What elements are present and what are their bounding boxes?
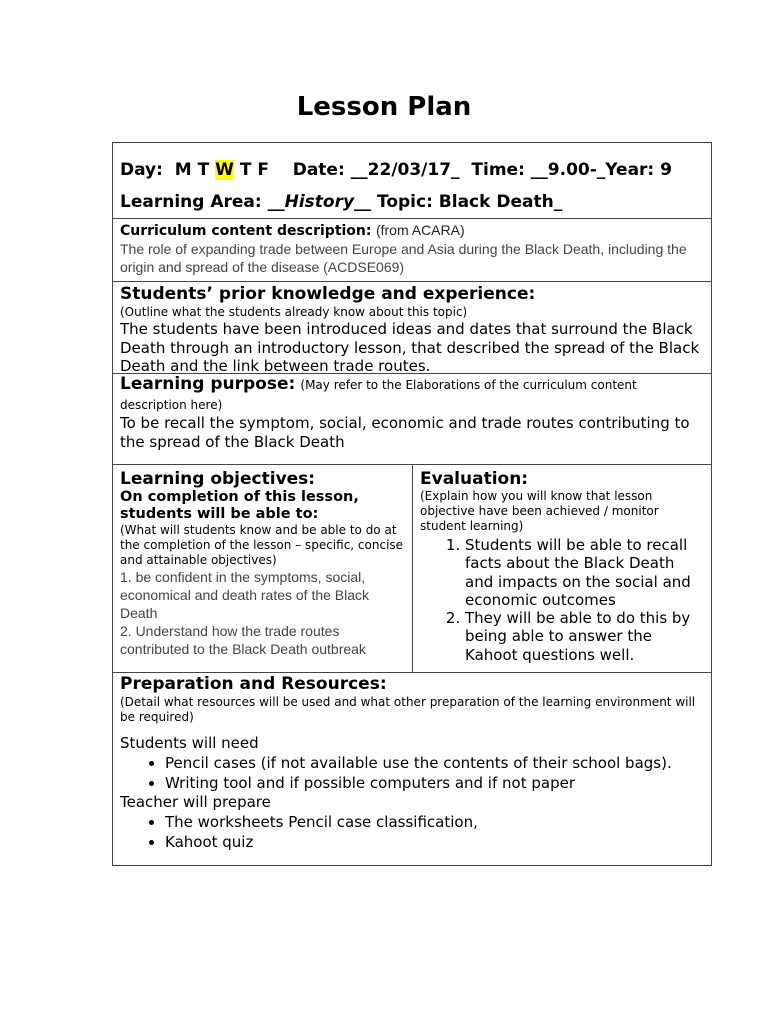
day-thursday: T xyxy=(239,160,252,180)
evaluation-cell xyxy=(413,465,711,672)
day-monday: M xyxy=(174,160,192,180)
teacher-prepare-list xyxy=(120,812,704,852)
learning-purpose-note: (May refer to the Elaborations of the curriculum content description here) xyxy=(120,378,637,412)
list-item: • Pencil cases (if not available use the contents of their school bags). xyxy=(165,753,704,773)
day-wednesday-highlighted: W xyxy=(215,160,234,180)
students-need-label: Students will need xyxy=(120,734,259,752)
day-friday: F xyxy=(257,160,270,180)
curriculum-description: The role of expanding trade between Europe and Asia during the Black Death, including the origin and spread of the disease (ACDSE069) xyxy=(120,241,687,275)
objectives-cell xyxy=(113,465,413,672)
prior-knowledge-row xyxy=(113,282,711,374)
learning-area-value: History xyxy=(284,192,355,212)
curriculum-heading: Curriculum content description: xyxy=(120,223,372,239)
objectives-subheading: On completion of this lesson, students will be able to: xyxy=(120,489,359,522)
objectives-note: (What will students know and be able to do at the completion of the lesson – specific, concise and attainable objectives) xyxy=(120,523,404,567)
prior-knowledge-text: The students have been introduced ideas and dates that surround the Black Death through an introductory lesson, that described the spread of the Black Death and the link between trade routes. xyxy=(120,320,700,375)
preparation-note: (Detail what resources will be used and what other preparation of the learning environment will be required) xyxy=(120,695,696,724)
list-item: • Kahoot quiz xyxy=(165,832,704,852)
learning-purpose-text: To be recall the symptom, social, economic and trade routes contributing to the spread of the Black Death xyxy=(120,414,690,451)
lesson-plan-table xyxy=(112,142,712,866)
learning-purpose-heading: Learning purpose: xyxy=(120,374,296,394)
list-item: • The worksheets Pencil case classification, xyxy=(165,812,704,832)
day-date-time-line xyxy=(120,153,704,187)
prior-knowledge-note: (Outline what the students already know about this topic) xyxy=(120,305,468,319)
curriculum-row xyxy=(113,219,711,282)
page-title: Lesson Plan xyxy=(296,92,472,122)
learning-purpose-row xyxy=(113,374,711,465)
evaluation-heading: Evaluation: xyxy=(420,469,529,489)
students-need-list xyxy=(120,753,704,793)
date-field: Date: __22/03/17_ xyxy=(292,160,460,180)
day-label: Day: xyxy=(120,160,163,180)
objectives-evaluation-row xyxy=(113,465,711,673)
objectives-heading: Learning objectives: xyxy=(120,469,316,489)
header-row xyxy=(113,143,711,219)
objective-item-2: 2. Understand how the trade routes contributed to the Black Death outbreak xyxy=(120,623,366,657)
objective-item-1: 1. be confident in the symptoms, social, economical and death rates of the Black Death xyxy=(120,569,370,621)
list-item: • Writing tool and if possible computers and if not paper xyxy=(165,773,704,793)
prior-knowledge-heading: Students’ prior knowledge and experience: xyxy=(120,284,536,304)
day-tuesday: T xyxy=(197,160,210,180)
evaluation-item: 1. Students will be able to recall facts about the Black Death and impacts on the social and economic outcomes xyxy=(465,536,704,609)
time-year-field: Time: __9.00-_Year: 9 xyxy=(471,160,672,180)
preparation-row xyxy=(113,673,711,865)
learning-area-label: Learning Area: __ xyxy=(120,192,285,212)
teacher-prepare-label: Teacher will prepare xyxy=(120,793,271,811)
curriculum-note: (from ACARA) xyxy=(375,222,465,238)
topic-field: __ Topic: Black Death_ xyxy=(354,192,563,212)
evaluation-item: 2. They will be able to do this by being able to answer the Kahoot questions well. xyxy=(465,609,704,664)
learning-area-line xyxy=(120,187,704,217)
evaluation-list xyxy=(420,536,704,664)
preparation-heading: Preparation and Resources: xyxy=(120,674,387,694)
evaluation-note: (Explain how you will know that lesson objective have been achieved / monitor student learning) xyxy=(420,489,659,533)
